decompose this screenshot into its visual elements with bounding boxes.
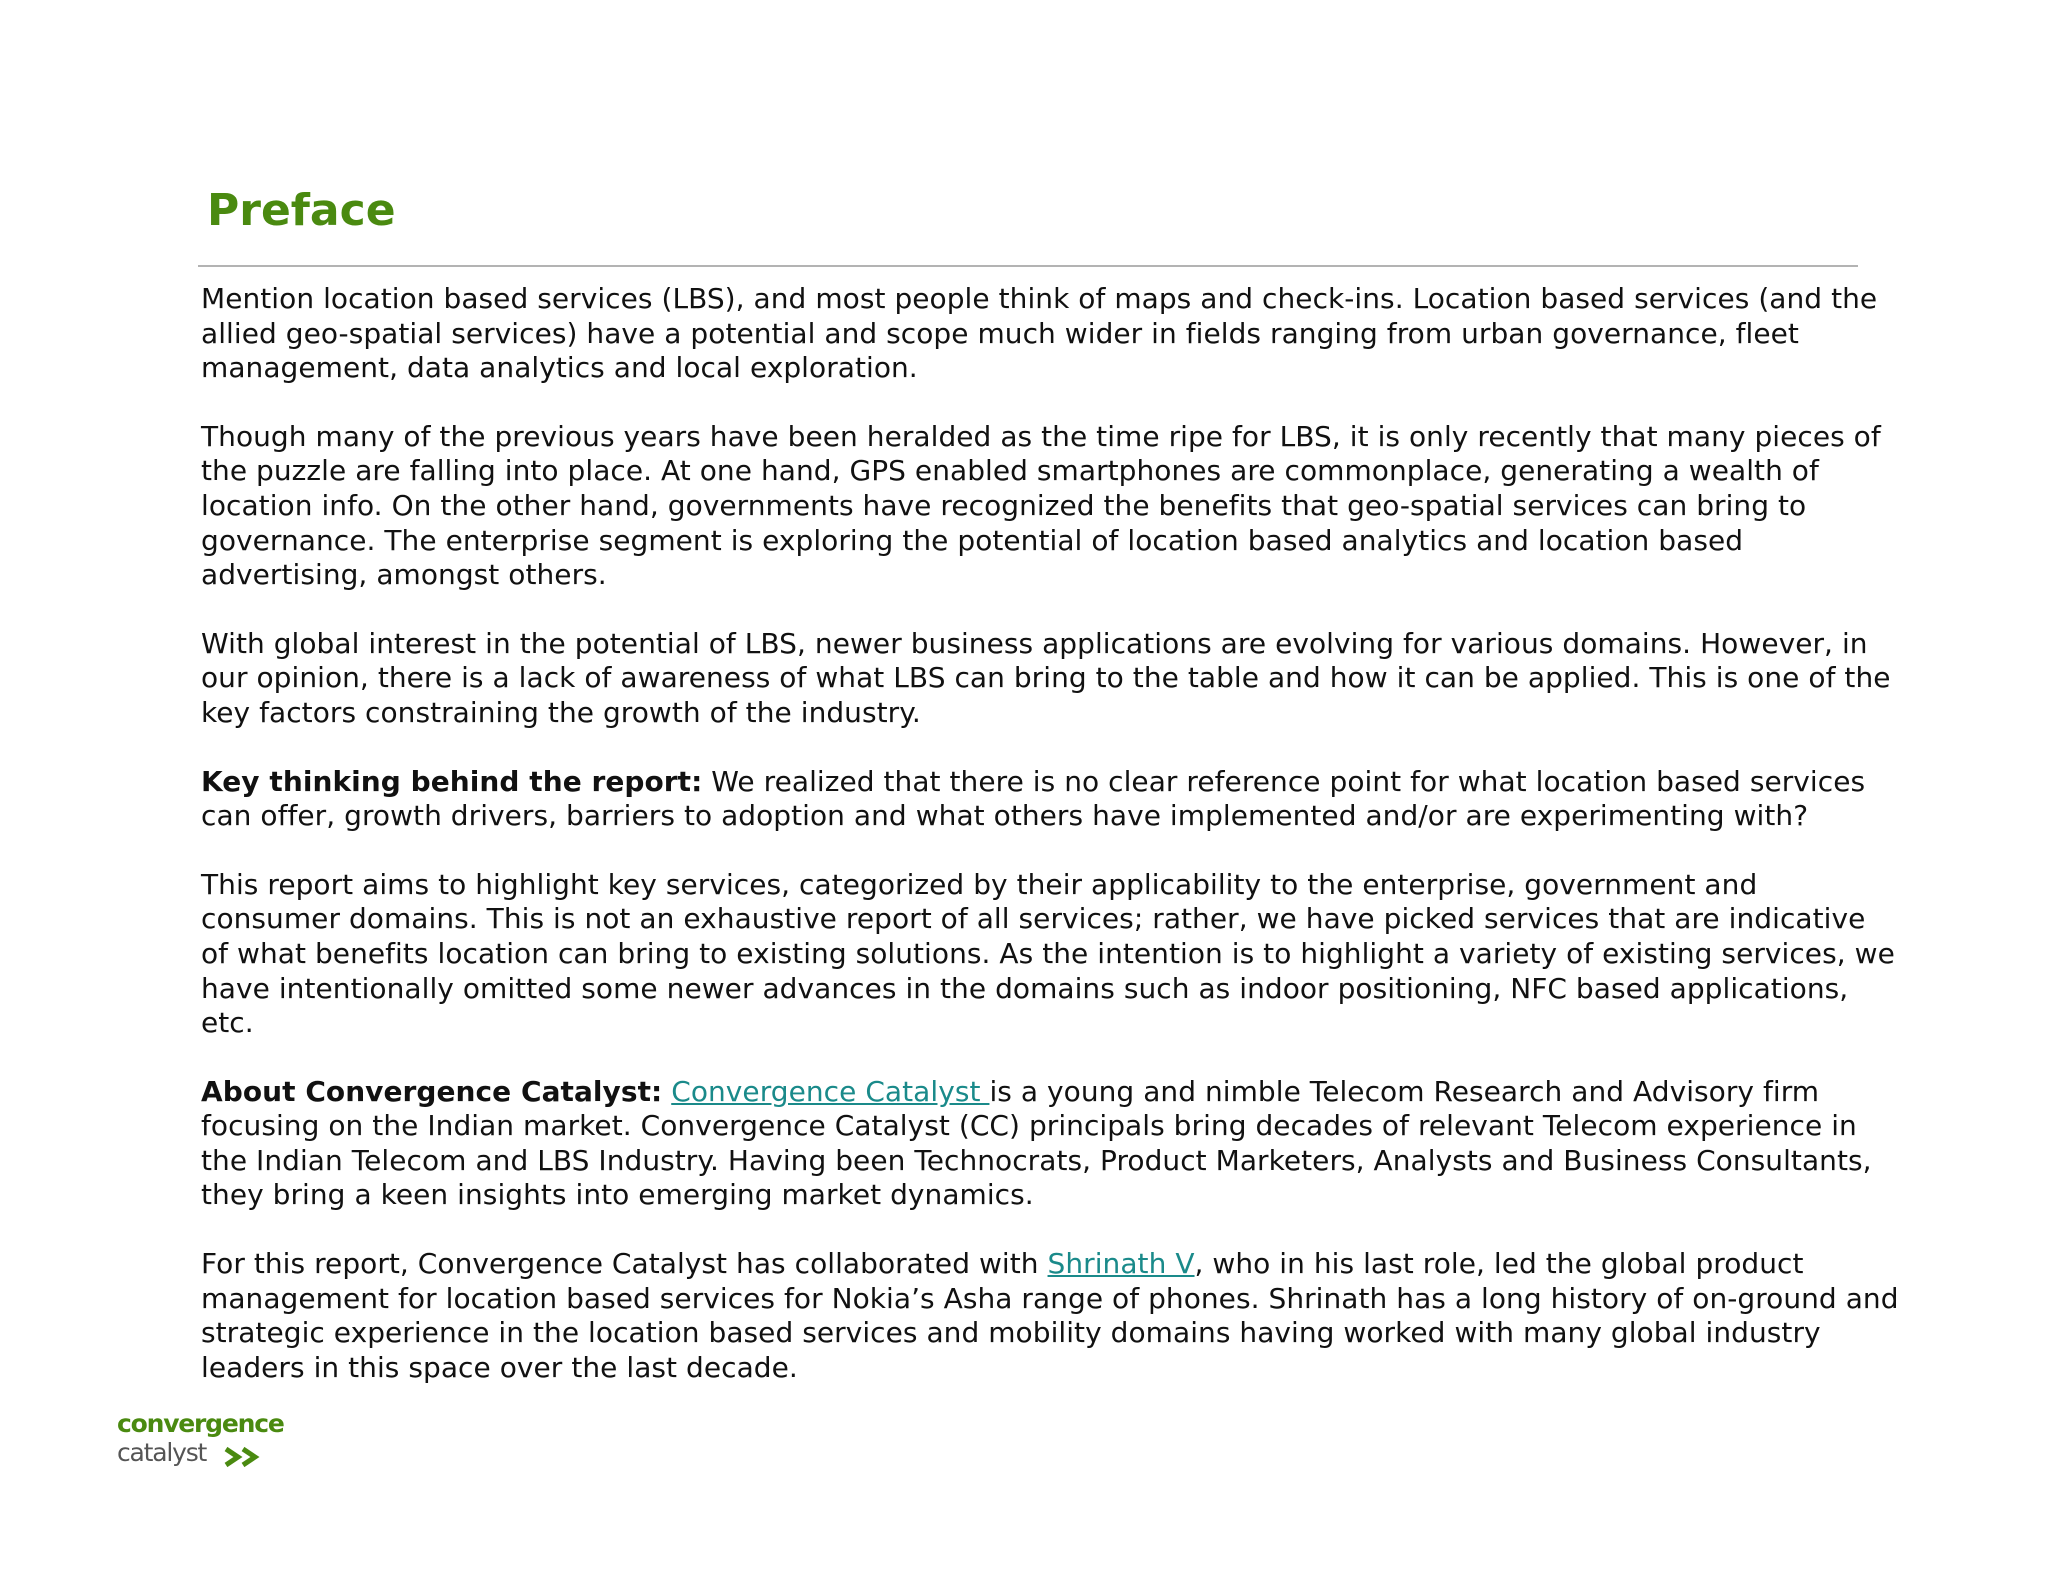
paragraph-key-thinking — [201, 765, 1901, 834]
paragraph-collaboration — [201, 1247, 1901, 1385]
page-title: Preface — [207, 185, 396, 236]
logo-line-catalyst: catalyst — [117, 1438, 207, 1467]
paragraph-timing: Though many of the previous years have been heralded as the time ripe for LBS, it is only recently that many pieces of the puzzle are falling into place. At one hand, GPS enabled smartphones are commonplace, generating a wealth of location info. On the other hand, governments have recognized the benefits that geo-spatial services can bring to governance. The enterprise segment is exploring the potential of location based analytics and location based advertising, amongst others. — [201, 419, 1881, 592]
key-thinking-label: Key thinking behind the report: — [201, 764, 703, 798]
collaboration-text-post: , who in his last role, led the global product management for location based services for Nokia’s Asha range of phones. Shrinath has a long history of on-ground and strategic experience in the location based services and mobility domains having worked with many global industry leaders in this space over the last decade. — [201, 1247, 1899, 1384]
shrinath-v-link[interactable]: Shrinath V — [1047, 1247, 1195, 1281]
title-divider — [198, 265, 1858, 267]
about-text: is a young and nimble Telecom Research and Advisory firm focusing on the Indian market. Convergence Catalyst (CC) principals bring decades of relevant Telecom experience in the Indian Telecom and LBS Industry. Having been Technocrats, Product Marketers, Analysts and Business Consultants, they bring a keen insights into emerging market dynamics. — [201, 1074, 1872, 1212]
paragraph-about — [201, 1075, 1901, 1213]
paragraph-report-aims: This report aims to highlight key services, categorized by their applicability to the enterprise, government and consumer domains. This is not an exhaustive report of all services; rather, we have picked services that are indicative of what benefits location can bring to existing solutions. As the intention is to highlight a variety of existing services, we have intentionally omitted some newer advances in the domains such as indoor positioning, NFC based applications, etc. — [201, 867, 1895, 1040]
paragraph-intro: Mention location based services (LBS), and most people think of maps and check-ins. Location based services (and the allied geo-spatial services) have a potential and scope much wider in fields ranging from urban governance, fleet management, data analytics and local exploration. — [201, 282, 1878, 385]
double-chevron-right-icon — [223, 1446, 267, 1468]
paragraph-awareness: With global interest in the potential of LBS, newer business applications are evolving for various domains. However, in our opinion, there is a lack of awareness of what LBS can bring to the table and how it can be applied. This is one of the key factors constraining the growth of the industry. — [201, 626, 1891, 729]
convergence-catalyst-logo — [117, 1410, 307, 1470]
key-thinking-text: We realized that there is no clear reference point for what location based services can offer, growth drivers, barriers to adoption and what others have implemented and/or are experimenting with? — [201, 764, 1866, 833]
about-label: About Convergence Catalyst: — [201, 1074, 663, 1108]
preface-body — [201, 282, 1901, 1419]
logo-line-convergence: convergence — [117, 1409, 284, 1438]
collaboration-text-pre: For this report, Convergence Catalyst has collaborated with — [201, 1247, 1048, 1281]
convergence-catalyst-link[interactable]: Convergence Catalyst — [671, 1074, 990, 1108]
